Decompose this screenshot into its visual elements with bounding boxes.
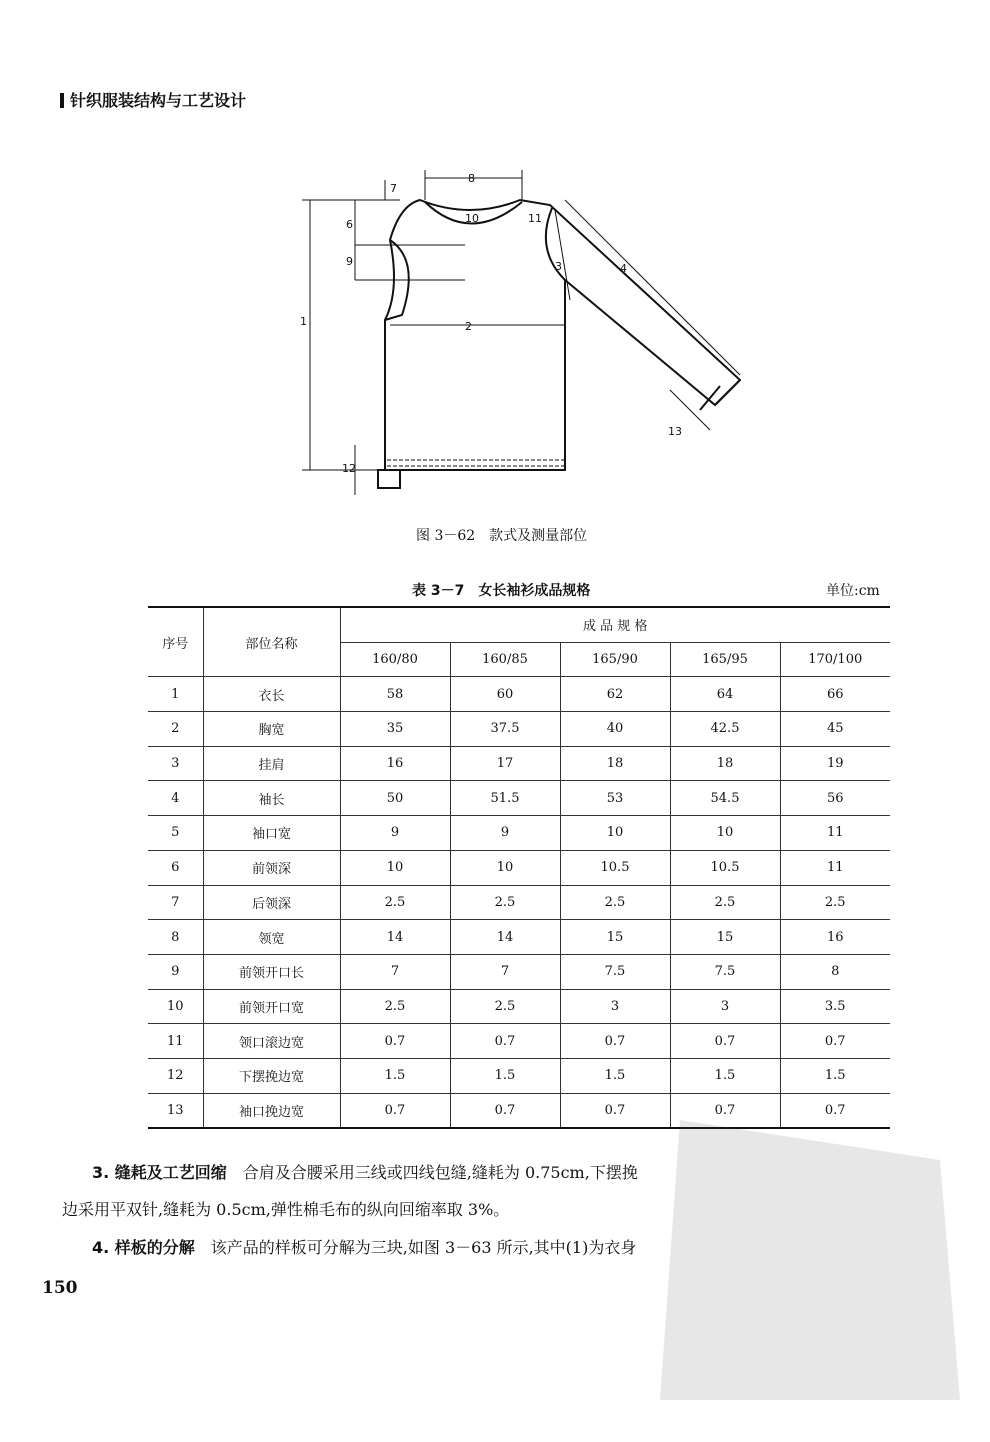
size-value: 1.5 bbox=[560, 1058, 670, 1093]
size-value: 7 bbox=[450, 954, 560, 989]
size-value: 0.7 bbox=[560, 1024, 670, 1059]
size-value: 0.7 bbox=[450, 1024, 560, 1059]
svg-text:11: 11 bbox=[528, 212, 542, 225]
row-number: 9 bbox=[148, 954, 203, 989]
size-header: 160/85 bbox=[450, 642, 560, 677]
size-value: 53 bbox=[560, 781, 670, 816]
size-value: 17 bbox=[450, 746, 560, 781]
part-name: 下摆挽边宽 bbox=[203, 1058, 340, 1093]
size-value: 0.7 bbox=[560, 1093, 670, 1128]
row-number: 8 bbox=[148, 920, 203, 955]
size-value: 10 bbox=[340, 850, 450, 885]
row-number: 11 bbox=[148, 1024, 203, 1059]
running-header bbox=[60, 88, 246, 111]
size-value: 3 bbox=[560, 989, 670, 1024]
svg-text:12: 12 bbox=[342, 462, 356, 475]
size-value: 51.5 bbox=[450, 781, 560, 816]
size-value: 14 bbox=[450, 920, 560, 955]
size-value: 0.7 bbox=[670, 1093, 780, 1128]
row-number: 10 bbox=[148, 989, 203, 1024]
size-value: 2.5 bbox=[340, 989, 450, 1024]
size-value: 19 bbox=[780, 746, 890, 781]
size-value: 58 bbox=[340, 677, 450, 712]
size-value: 0.7 bbox=[780, 1093, 890, 1128]
header-group: 成 品 规 格 bbox=[340, 607, 890, 642]
size-value: 10 bbox=[670, 816, 780, 851]
paragraph-text: 该产品的样板可分解为三块,如图 3－63 所示,其中(1)为衣身 bbox=[194, 1238, 637, 1257]
figure-caption: 图 3－62 款式及测量部位 bbox=[416, 528, 588, 544]
size-value: 37.5 bbox=[450, 712, 560, 747]
header-no: 序号 bbox=[148, 607, 203, 677]
size-value: 8 bbox=[780, 954, 890, 989]
size-value: 9 bbox=[340, 816, 450, 851]
svg-text:2: 2 bbox=[465, 320, 472, 333]
svg-text:6: 6 bbox=[346, 218, 353, 231]
row-number: 13 bbox=[148, 1093, 203, 1128]
row-number: 3 bbox=[148, 746, 203, 781]
size-value: 10.5 bbox=[670, 850, 780, 885]
svg-text:7: 7 bbox=[390, 182, 397, 195]
size-value: 50 bbox=[340, 781, 450, 816]
part-name: 袖口宽 bbox=[203, 816, 340, 851]
row-number: 6 bbox=[148, 850, 203, 885]
size-header: 170/100 bbox=[780, 642, 890, 677]
size-value: 14 bbox=[340, 920, 450, 955]
size-value: 66 bbox=[780, 677, 890, 712]
size-value: 16 bbox=[780, 920, 890, 955]
size-value: 10 bbox=[560, 816, 670, 851]
part-name: 胸宽 bbox=[203, 712, 340, 747]
row-number: 1 bbox=[148, 677, 203, 712]
part-name: 领宽 bbox=[203, 920, 340, 955]
table-row bbox=[148, 920, 890, 955]
running-title: 针织服装结构与工艺设计 bbox=[70, 91, 247, 110]
table-row bbox=[148, 1024, 890, 1059]
row-number: 4 bbox=[148, 781, 203, 816]
svg-text:10: 10 bbox=[465, 212, 479, 225]
part-name: 后领深 bbox=[203, 885, 340, 920]
table-row bbox=[148, 850, 890, 885]
size-value: 18 bbox=[560, 746, 670, 781]
size-value: 11 bbox=[780, 816, 890, 851]
size-value: 64 bbox=[670, 677, 780, 712]
size-value: 3 bbox=[670, 989, 780, 1024]
svg-text:3: 3 bbox=[555, 260, 562, 273]
size-value: 1.5 bbox=[450, 1058, 560, 1093]
size-value: 7.5 bbox=[670, 954, 780, 989]
size-value: 10.5 bbox=[560, 850, 670, 885]
part-name: 前领深 bbox=[203, 850, 340, 885]
svg-text:8: 8 bbox=[468, 172, 475, 185]
part-name: 袖长 bbox=[203, 781, 340, 816]
paragraph-2 bbox=[92, 1235, 636, 1258]
size-header: 165/95 bbox=[670, 642, 780, 677]
table-row bbox=[148, 677, 890, 712]
size-value: 7.5 bbox=[560, 954, 670, 989]
size-value: 18 bbox=[670, 746, 780, 781]
table-row bbox=[148, 712, 890, 747]
size-header: 160/80 bbox=[340, 642, 450, 677]
part-name: 衣长 bbox=[203, 677, 340, 712]
paragraph-1-cont bbox=[62, 1197, 509, 1220]
table-row bbox=[148, 781, 890, 816]
size-value: 62 bbox=[560, 677, 670, 712]
size-value: 40 bbox=[560, 712, 670, 747]
svg-text:13: 13 bbox=[668, 425, 682, 438]
paragraph-text: 合肩及合腰采用三线或四线包缝,缝耗为 0.75cm,下摆挽 bbox=[226, 1163, 638, 1182]
page-number: 150 bbox=[42, 1278, 78, 1298]
size-value: 0.7 bbox=[450, 1093, 560, 1128]
table-caption: 表 3－7 女长袖衫成品规格 bbox=[412, 583, 591, 599]
size-value: 2.5 bbox=[450, 989, 560, 1024]
part-name: 前领开口长 bbox=[203, 954, 340, 989]
size-value: 42.5 bbox=[670, 712, 780, 747]
size-value: 54.5 bbox=[670, 781, 780, 816]
paragraph-text: 边采用平双针,缝耗为 0.5cm,弹性棉毛布的纵向回缩率取 3%。 bbox=[62, 1200, 510, 1219]
row-number: 2 bbox=[148, 712, 203, 747]
table-row bbox=[148, 885, 890, 920]
table-row bbox=[148, 954, 890, 989]
size-value: 11 bbox=[780, 850, 890, 885]
size-value: 35 bbox=[340, 712, 450, 747]
svg-text:4: 4 bbox=[620, 262, 627, 275]
garment-diagram bbox=[290, 160, 760, 500]
size-value: 2.5 bbox=[450, 885, 560, 920]
size-value: 0.7 bbox=[780, 1024, 890, 1059]
size-value: 0.7 bbox=[340, 1024, 450, 1059]
paragraph-heading: 3. 缝耗及工艺回缩 bbox=[92, 1163, 227, 1182]
part-name: 袖口挽边宽 bbox=[203, 1093, 340, 1128]
paragraph-1 bbox=[92, 1160, 638, 1183]
size-header: 165/90 bbox=[560, 642, 670, 677]
size-value: 15 bbox=[560, 920, 670, 955]
size-value: 56 bbox=[780, 781, 890, 816]
svg-text:9: 9 bbox=[346, 255, 353, 268]
table-unit: 单位:cm bbox=[826, 583, 880, 599]
paragraph-heading: 4. 样板的分解 bbox=[92, 1238, 195, 1257]
size-value: 1.5 bbox=[670, 1058, 780, 1093]
size-value: 45 bbox=[780, 712, 890, 747]
part-name: 挂肩 bbox=[203, 746, 340, 781]
size-value: 1.5 bbox=[780, 1058, 890, 1093]
part-name: 前领开口宽 bbox=[203, 989, 340, 1024]
watermark-seal bbox=[640, 1100, 970, 1420]
size-value: 2.5 bbox=[560, 885, 670, 920]
size-value: 16 bbox=[340, 746, 450, 781]
svg-text:1: 1 bbox=[300, 315, 307, 328]
size-value: 9 bbox=[450, 816, 560, 851]
size-value: 3.5 bbox=[780, 989, 890, 1024]
row-number: 7 bbox=[148, 885, 203, 920]
table-row bbox=[148, 816, 890, 851]
size-value: 2.5 bbox=[780, 885, 890, 920]
size-value: 7 bbox=[340, 954, 450, 989]
size-spec-table bbox=[148, 606, 890, 1129]
size-value: 1.5 bbox=[340, 1058, 450, 1093]
size-value: 2.5 bbox=[670, 885, 780, 920]
size-value: 60 bbox=[450, 677, 560, 712]
size-value: 0.7 bbox=[670, 1024, 780, 1059]
size-value: 0.7 bbox=[340, 1093, 450, 1128]
row-number: 5 bbox=[148, 816, 203, 851]
size-value: 10 bbox=[450, 850, 560, 885]
table-row bbox=[148, 989, 890, 1024]
table-row bbox=[148, 1058, 890, 1093]
row-number: 12 bbox=[148, 1058, 203, 1093]
size-value: 2.5 bbox=[340, 885, 450, 920]
part-name: 领口滚边宽 bbox=[203, 1024, 340, 1059]
size-value: 15 bbox=[670, 920, 780, 955]
table-row bbox=[148, 746, 890, 781]
header-part: 部位名称 bbox=[203, 607, 340, 677]
